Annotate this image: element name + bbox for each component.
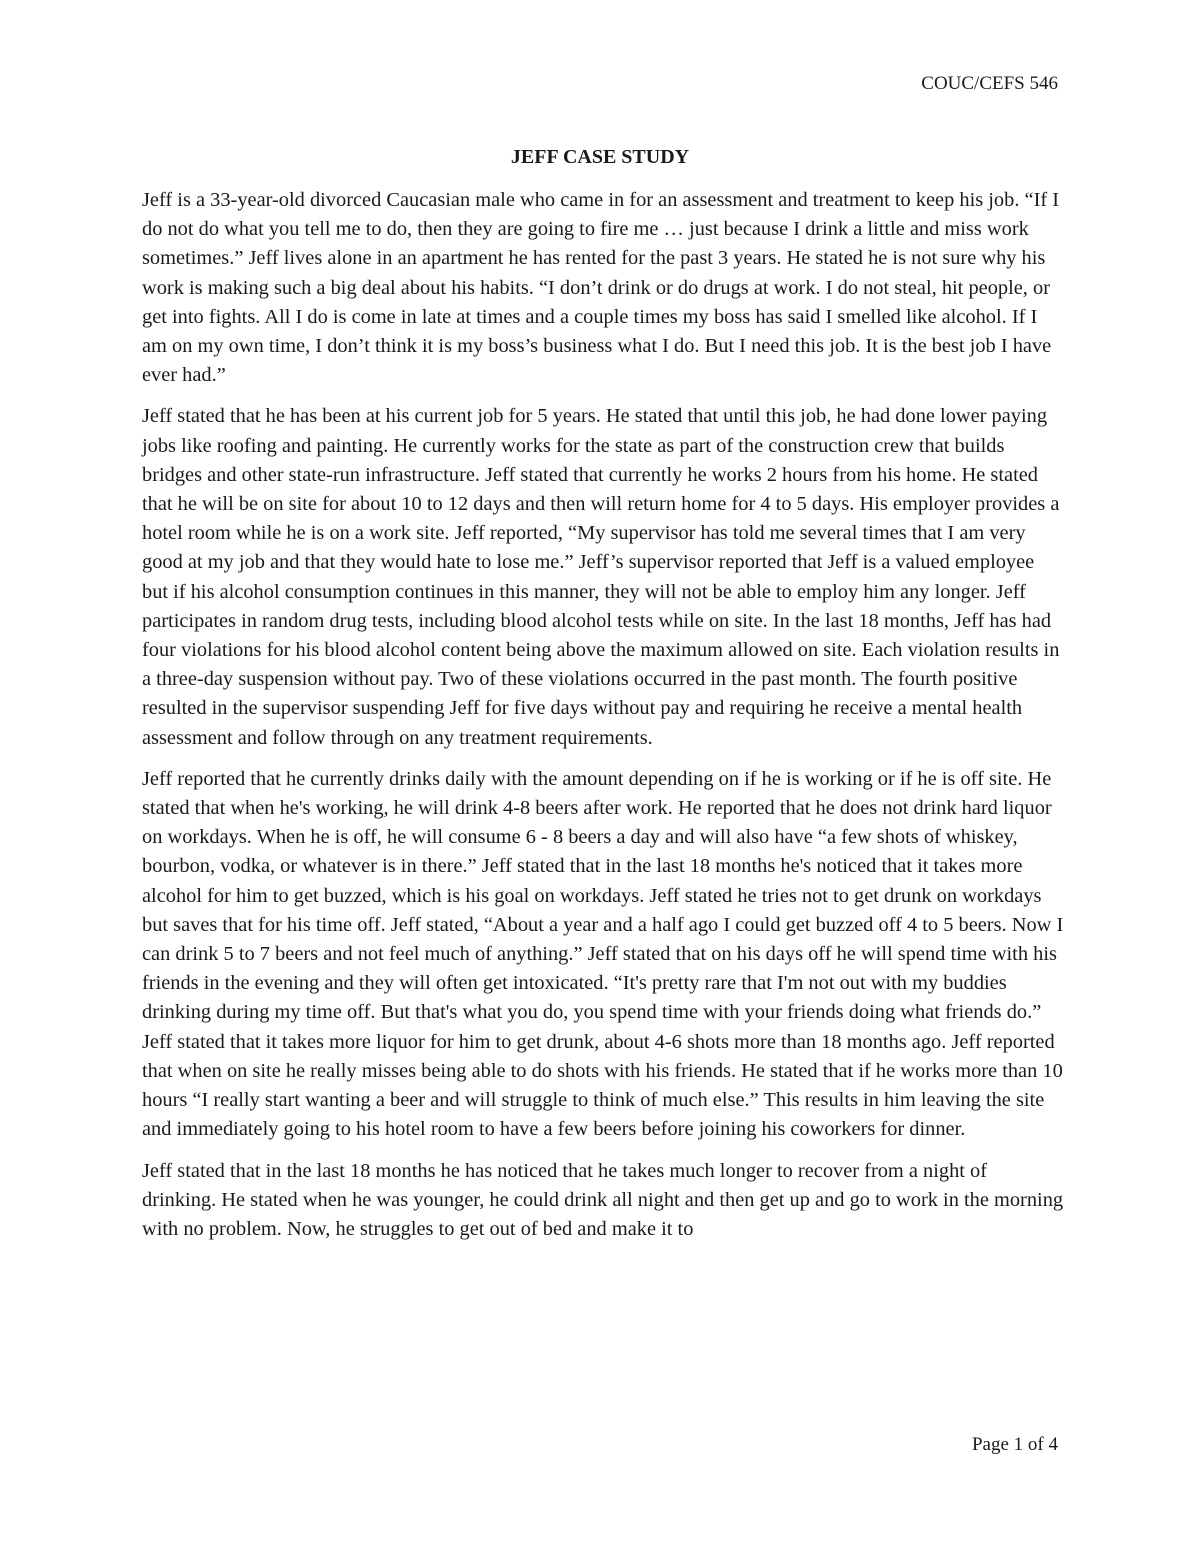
paragraph-3: Jeff reported that he currently drinks daily with the amount depending on if he is working or if he is off site. He stated that when he's working, he will drink 4-8 beers after work. He reported that he does not drink hard liquor on workdays. When he is off, he will consume 6 - 8 beers a day and will also have “a few shots of whiskey, bourbon, vodka, or whatever is in there.” Jeff stated that in the last 18 months he's noticed that it takes more alcohol for him to get buzzed, which is his goal on workdays. Jeff stated he tries not to get drunk on workdays but saves that for his time off. Jeff stated, “About a year and a half ago I could get buzzed off 4 to 5 beers. Now I can drink 5 to 7 beers and not feel much of anything.” Jeff stated that on his days off he will spend time with his friends in the evening and they will often get intoxicated. “It's pretty rare that I'm not out with my buddies drinking during my time off. But that's what you do, you spend time with your friends doing what friends do.” Jeff stated that it takes more liquor for him to get drunk, about 4-6 shots more than 18 months ago. Jeff reported that when on site he really misses being able to do shots with his friends. He stated that if he works more than 10 hours “I really start wanting a beer and will struggle to think of much else.” This results in him leaving the site and immediately going to his hotel room to have a few beers before joining his coworkers for dinner.	[142, 767, 1064, 1141]
page-number-footer: Page 1 of 4	[971, 1434, 1058, 1455]
course-code-header: COUC/CEFS 546	[921, 73, 1058, 94]
paragraph-1: Jeff is a 33-year-old divorced Caucasian male who came in for an assessment and treatment to keep his job. “If I do not do what you tell me to do, then they are going to fire me … just because I drink a little and miss work sometimes.” Jeff lives alone in an apartment he has rented for the past 3 years. He stated he is not sure why his work is making such a big deal about his habits. “I don’t drink or do drugs at work. I do not steal, hit people, or get into fights. All I do is come in late at times and a couple times my boss has said I smelled like alcohol. If I am on my own time, I don’t think it is my boss’s business what I do. But I need this job. It is the best job I have ever had.”	[142, 189, 1060, 387]
document-title: JEFF CASE STUDY	[510, 146, 690, 168]
document-body	[142, 186, 1064, 1256]
paragraph-2: Jeff stated that he has been at his current job for 5 years. He stated that until this job, he had done lower paying jobs like roofing and painting. He currently works for the state as part of the construction crew that builds bridges and other state-run infrastructure. Jeff stated that currently he works 2 hours from his home. He stated that he will be on site for about 10 to 12 days and then will return home for 4 to 5 days. His employer provides a hotel room while he is on a work site. Jeff reported, “My supervisor has told me several times that I am very good at my job and that they would hate to lose me.” Jeff’s supervisor reported that Jeff is a valued employee but if his alcohol consumption continues in this manner, they will not be able to employ him any longer. Jeff participates in random drug tests, including blood alcohol tests while on site. In the last 18 months, Jeff has had four violations for his blood alcohol content being above the maximum allowed on site. Each violation results in a three-day suspension without pay. Two of these violations occurred in the past month. The fourth positive resulted in the supervisor suspending Jeff for five days without pay and requiring he receive a mental health assessment and follow through on any treatment requirements.	[142, 405, 1060, 749]
paragraph-4: Jeff stated that in the last 18 months he has noticed that he takes much longer to recover from a night of drinking. He stated when he was younger, he could drink all night and then get up and go to work in the morning with no problem. Now, he struggles to get out of bed and make it to	[142, 1159, 1064, 1240]
